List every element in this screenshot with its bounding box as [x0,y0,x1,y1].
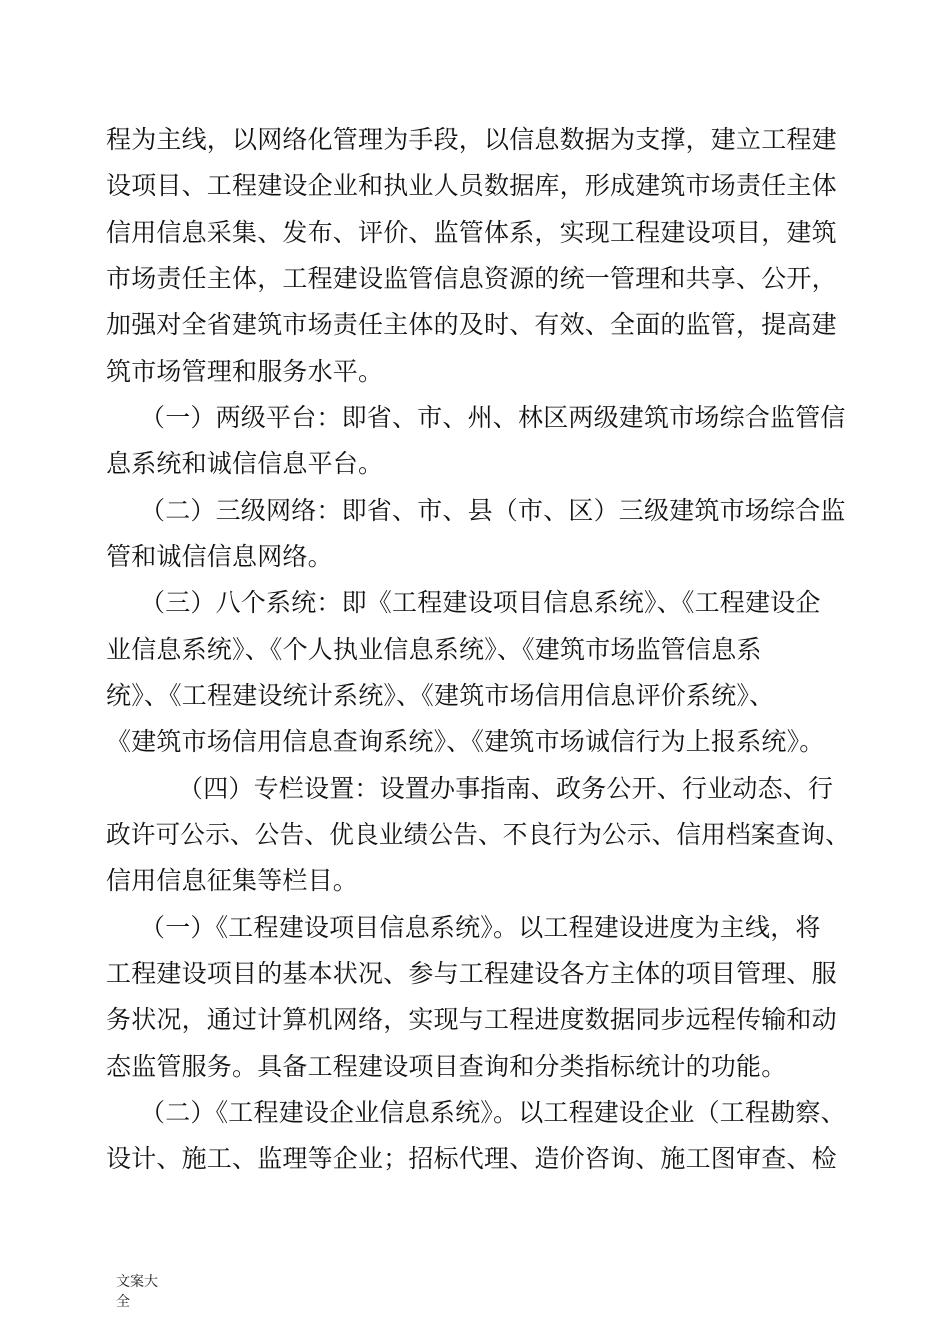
text-line: 政许可公示、公告、优良业绩公告、不良行为公示、信用档案查询、 [106,820,850,849]
text-line: 设项目、工程建设企业和执业人员数据库，形成建筑市场责任主体 [106,171,837,200]
text-line: 统》、《工程建设统计系统》、《建筑市场信用信息评价系统》、 [106,681,775,710]
text-line: 管和诚信信息网络。 [106,542,333,571]
text-line: 业信息系统》、《个人执业信息系统》、《建筑市场监管信息系 [106,635,762,664]
text-line: （三）八个系统：即《工程建设项目信息系统》、《工程建设企 [140,588,821,617]
text-line: （四）专栏设置：设置办事指南、政务公开、行业动态、行 [178,774,834,803]
text-line: 务状况，通过计算机网络，实现与工程进度数据同步远程传输和动 [106,1005,837,1034]
text-line: 筑市场管理和服务水平。 [106,357,384,386]
text-line: 工程建设项目的基本状况、参与工程建设各方主体的项目管理、服 [106,959,837,988]
text-line: （一）两级平台：即省、市、州、林区两级建筑市场综合监管信 [140,403,846,432]
footer-line-1: 文案大 [116,1274,158,1290]
footer-line-2: 全 [116,1294,130,1310]
text-line: （二）《工程建设企业信息系统》。以工程建设企业（工程勘察、 [140,1098,846,1127]
text-line: 加强对全省建筑市场责任主体的及时、有效、全面的监管，提高建 [106,310,837,339]
text-line: 信用信息采集、发布、评价、监管体系，实现工程建设项目，建筑 [106,218,837,247]
text-line: 信用信息征集等栏目。 [106,866,359,895]
page-footer [116,1272,176,1312]
text-line: （一）《工程建设项目信息系统》。以工程建设进度为主线，将 [140,913,821,942]
text-line: 程为主线，以网络化管理为手段，以信息数据为支撑，建立工程建 [106,125,837,154]
text-line: 设计、施工、监理等企业；招标代理、造价咨询、施工图审查、检 [106,1144,837,1173]
text-line: 态监管服务。具备工程建设项目查询和分类指标统计的功能。 [106,1052,787,1081]
text-line: （二）三级网络：即省、市、县（市、区）三级建筑市场综合监 [140,496,846,525]
text-line: 《建筑市场信用信息查询系统》、《建筑市场诚信行为上报系统》。 [106,727,825,756]
text-line: 息系统和诚信信息平台。 [106,449,384,478]
text-line: 市场责任主体，工程建设监管信息资源的统一管理和共享、公开， [106,264,837,293]
